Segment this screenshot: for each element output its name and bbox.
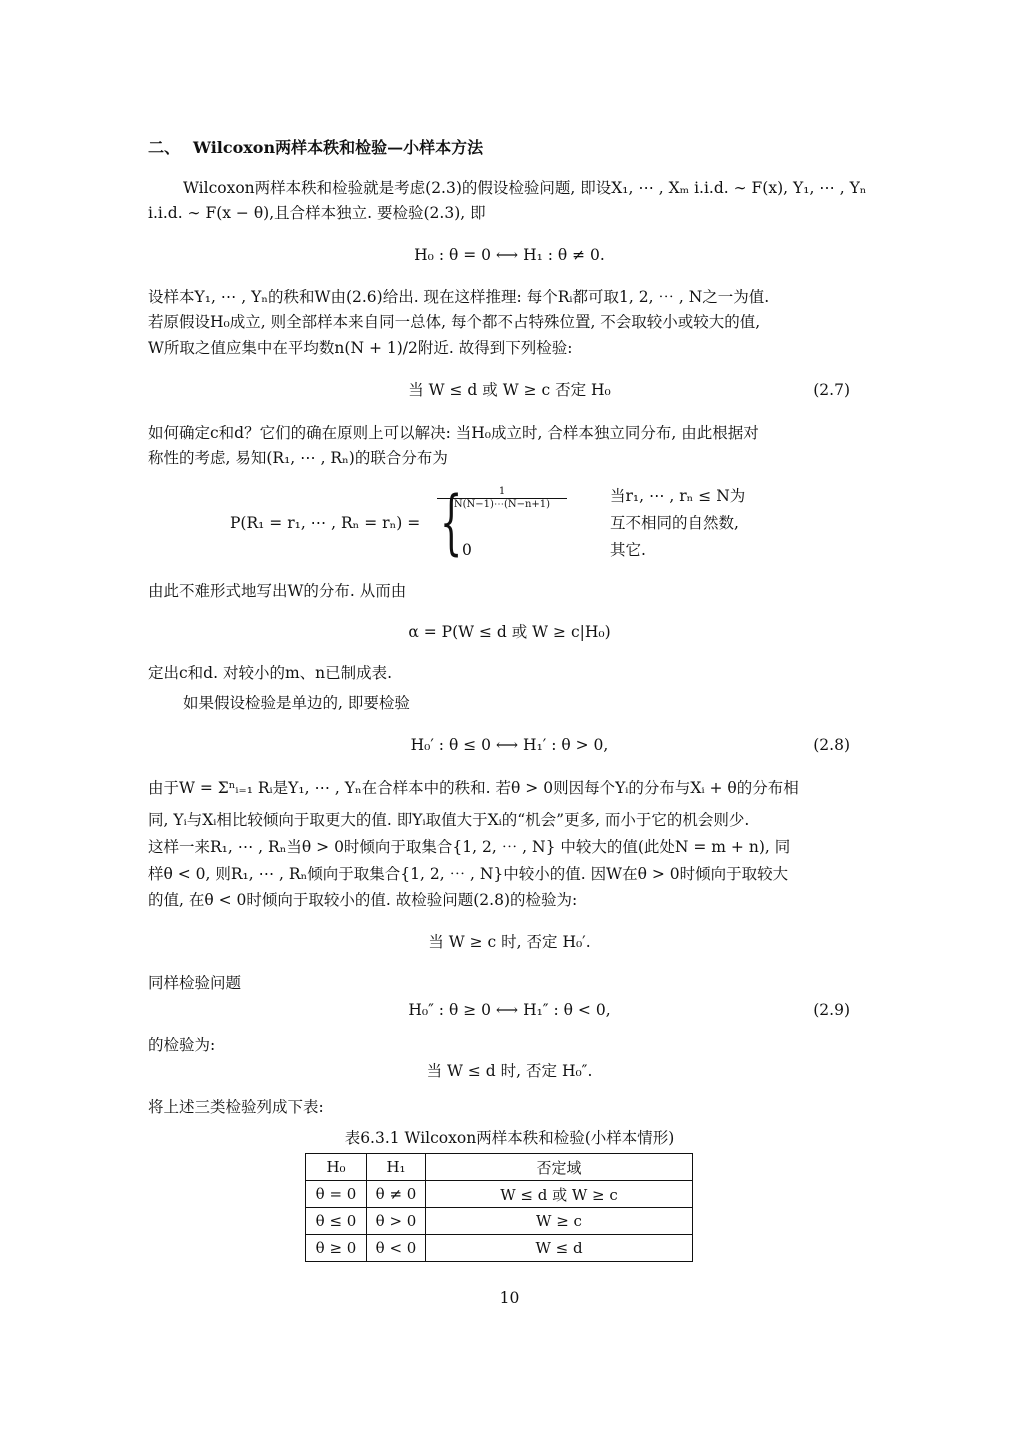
cell: θ ≥ 0 xyxy=(306,1235,367,1262)
table-caption: 表6.3.1 Wilcoxon两样本秩和检验(小样本情形) xyxy=(344,1129,675,1147)
paragraph-line: 如果假设检验是单边的, 即要检验 xyxy=(183,694,410,712)
equation: 当 W ≥ c 时, 否定 H₀′. xyxy=(428,933,591,951)
cell: θ < 0 xyxy=(367,1235,426,1262)
piecewise-lhs: P(R₁ = r₁, ⋯ , Rₙ = rₙ) = xyxy=(230,514,421,532)
paragraph-line: 的检验为: xyxy=(148,1036,216,1054)
cell: θ = 0 xyxy=(306,1181,367,1208)
cell: θ > 0 xyxy=(367,1208,426,1235)
condition: 互不相同的自然数, xyxy=(610,514,739,532)
equation-2-7: 当 W ≤ d 或 W ≥ c 否定 H₀ xyxy=(408,381,611,399)
paragraph-line: 如何确定c和d？它们的确在原则上可以解决: 当H₀成立时, 合样本独立同分布, 由此根据对 xyxy=(148,424,759,442)
piecewise-value: 0 xyxy=(462,541,472,559)
equation-alpha: α = P(W ≤ d 或 W ≥ c|H₀) xyxy=(408,623,611,641)
equation-2-8: H₀′ : θ ≤ 0 ⟷ H₁′ : θ > 0, xyxy=(410,736,609,754)
left-brace: { xyxy=(440,481,463,563)
table-row xyxy=(306,1181,693,1208)
equation-label: (2.7) xyxy=(813,381,850,399)
equation: 当 W ≤ d 时, 否定 H₀″. xyxy=(426,1062,593,1080)
paragraph-line: 这样一来R₁, ⋯ , Rₙ当θ > 0时倾向于取集合{1, 2, ⋯ , N} 中较大的值(此处N = m + n), 同 xyxy=(148,838,791,856)
section-number: 二、 xyxy=(148,138,181,157)
fraction-denominator: N(N−1)⋯(N−n+1) xyxy=(453,499,551,510)
cell: W ≤ d xyxy=(426,1235,693,1262)
test-table xyxy=(305,1153,693,1262)
equation: H₀ : θ = 0 ⟷ H₁ : θ ≠ 0. xyxy=(414,246,605,264)
section-title: Wilcoxon两样本秩和检验—小样本方法 xyxy=(193,138,484,157)
header-cell: H₀ xyxy=(306,1154,367,1181)
paragraph-line: 称性的考虑, 易知(R₁, ⋯ , Rₙ)的联合分布为 xyxy=(148,449,448,467)
paragraph-line: W所取之值应集中在平均数n(N + 1)/2附近. 故得到下列检验: xyxy=(148,339,573,357)
condition: 其它. xyxy=(610,541,646,559)
page-number: 10 xyxy=(499,1289,520,1307)
paragraph-line: 样θ < 0, 则R₁, ⋯ , Rₙ倾向于取集合{1, 2, ⋯ , N}中较小的值. 因W在θ > 0时倾向于取较大 xyxy=(148,865,789,883)
header-cell: 否定域 xyxy=(426,1154,693,1181)
table-header-row xyxy=(306,1154,693,1181)
paragraph-line: 同, Yᵢ与Xᵢ相比较倾向于取更大的值. 即Yᵢ取值大于Xᵢ的“机会”更多, 而小于它的机会则少. xyxy=(148,811,750,829)
cell: W ≥ c xyxy=(426,1208,693,1235)
cell: θ ≤ 0 xyxy=(306,1208,367,1235)
paragraph-line: 设样本Y₁, ⋯ , Yₙ的秩和W由(2.6)给出. 现在这样推理: 每个Rᵢ都可取1, 2, ⋯ , N之一为值. xyxy=(148,288,770,306)
paragraph-line: 将上述三类检验列成下表: xyxy=(148,1098,324,1116)
paragraph-line: i.i.d. ∼ F(x − θ),且合样本独立. 要检验(2.3), 即 xyxy=(148,204,486,222)
paragraph-line: 定出c和d. 对较小的m、n已制成表. xyxy=(148,664,393,682)
paragraph-line: 由此不难形式地写出W的分布. 从而由 xyxy=(148,582,407,600)
paragraph-line: 若原假设H₀成立, 则全部样本来自同一总体, 每个都不占特殊位置, 不会取较小或较大的值, xyxy=(148,313,761,331)
equation-label: (2.8) xyxy=(813,736,850,754)
cell: W ≤ d 或 W ≥ c xyxy=(426,1181,693,1208)
header-cell: H₁ xyxy=(367,1154,426,1181)
condition: 当r₁, ⋯ , rₙ ≤ N为 xyxy=(610,487,746,505)
equation-label: (2.9) xyxy=(813,1001,850,1019)
table-row xyxy=(306,1208,693,1235)
paragraph-line: 由于W = Σⁿᵢ₌₁ Rᵢ是Y₁, ⋯ , Yₙ在合样本中的秩和. 若θ > 0则因每个Yᵢ的分布与Xᵢ + θ的分布相 xyxy=(148,779,799,797)
paragraph-line: 同样检验问题 xyxy=(148,974,242,992)
cell: θ ≠ 0 xyxy=(367,1181,426,1208)
table-row xyxy=(306,1235,693,1262)
equation-2-9: H₀″ : θ ≥ 0 ⟷ H₁″ : θ < 0, xyxy=(408,1001,611,1019)
paragraph-line: 的值, 在θ < 0时倾向于取较小的值. 故检验问题(2.8)的检验为: xyxy=(148,891,578,909)
fraction-numerator: 1 xyxy=(437,486,567,499)
paragraph-line: Wilcoxon两样本秩和检验就是考虑(2.3)的假设检验问题, 即设X₁, ⋯ , Xₘ i.i.d. ∼ F(x), Y₁, ⋯ , Yₙ xyxy=(183,179,867,197)
fraction xyxy=(437,486,567,511)
